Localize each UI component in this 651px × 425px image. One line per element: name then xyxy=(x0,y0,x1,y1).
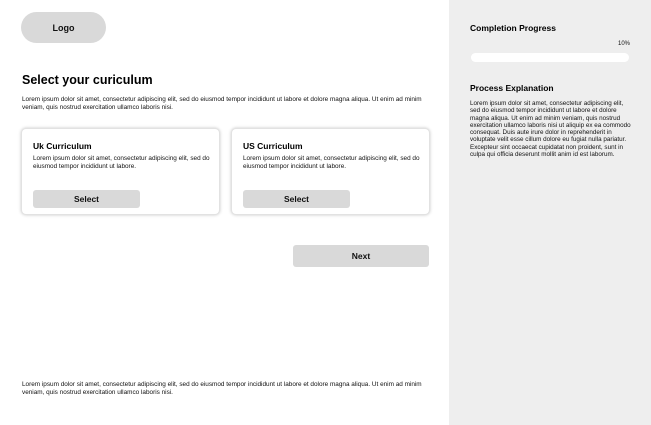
progress-bar-fill xyxy=(471,53,487,62)
process-text: Lorem ipsum dolor sit amet, consectetur adipiscing elit, sed do eiusmod tempor incididunt ut labore et dolore magna aliqua. Ut enim ad minim veniam, quis nostrud exercitation ullamco laboris nisi ut aliquip ex ea commodo consequat. Duis aute irure dolor in reprehenderit in voluptate velit esse cillum dolore eu fugiat nulla pariatur. Excepteur sint occaecat cupidatat non proident, sunt in culpa qui officia deserunt mollit anim id est laborum. xyxy=(470,100,631,159)
page-title: Select your curiculum xyxy=(22,73,153,87)
select-uk-button[interactable]: Select xyxy=(33,190,140,208)
card-description: Lorem ipsum dolor sit amet, consectetur adipiscing elit, sed do eiusmod tempor incididunt ut labore. xyxy=(33,155,210,170)
logo[interactable]: Logo xyxy=(21,12,106,43)
select-us-button[interactable]: Select xyxy=(243,190,350,208)
progress-bar xyxy=(471,53,629,62)
us-curriculum-card[interactable] xyxy=(231,128,430,215)
next-button[interactable]: Next xyxy=(293,245,429,267)
card-title: US Curriculum xyxy=(243,141,303,151)
sidebar xyxy=(449,0,651,425)
uk-curriculum-card[interactable] xyxy=(21,128,220,215)
intro-text: Lorem ipsum dolor sit amet, consectetur adipiscing elit, sed do eiusmod tempor incididunt ut labore et dolore magna aliqua. Ut enim ad minim veniam, quis nostrud exercitation ullamco laboris nisi. xyxy=(22,96,422,111)
card-description: Lorem ipsum dolor sit amet, consectetur adipiscing elit, sed do eiusmod tempor incididunt ut labore. xyxy=(243,155,420,170)
footer-text: Lorem ipsum dolor sit amet, consectetur adipiscing elit, sed do eiusmod tempor incididunt ut labore et dolore magna aliqua. Ut enim ad minim veniam, quis nostrud exercitation ullamco laboris nisi. xyxy=(22,381,422,396)
card-title: Uk Curriculum xyxy=(33,141,92,151)
process-title: Process Explanation xyxy=(470,83,554,93)
progress-percent: 10% xyxy=(617,41,630,47)
progress-title: Completion Progress xyxy=(470,23,556,33)
